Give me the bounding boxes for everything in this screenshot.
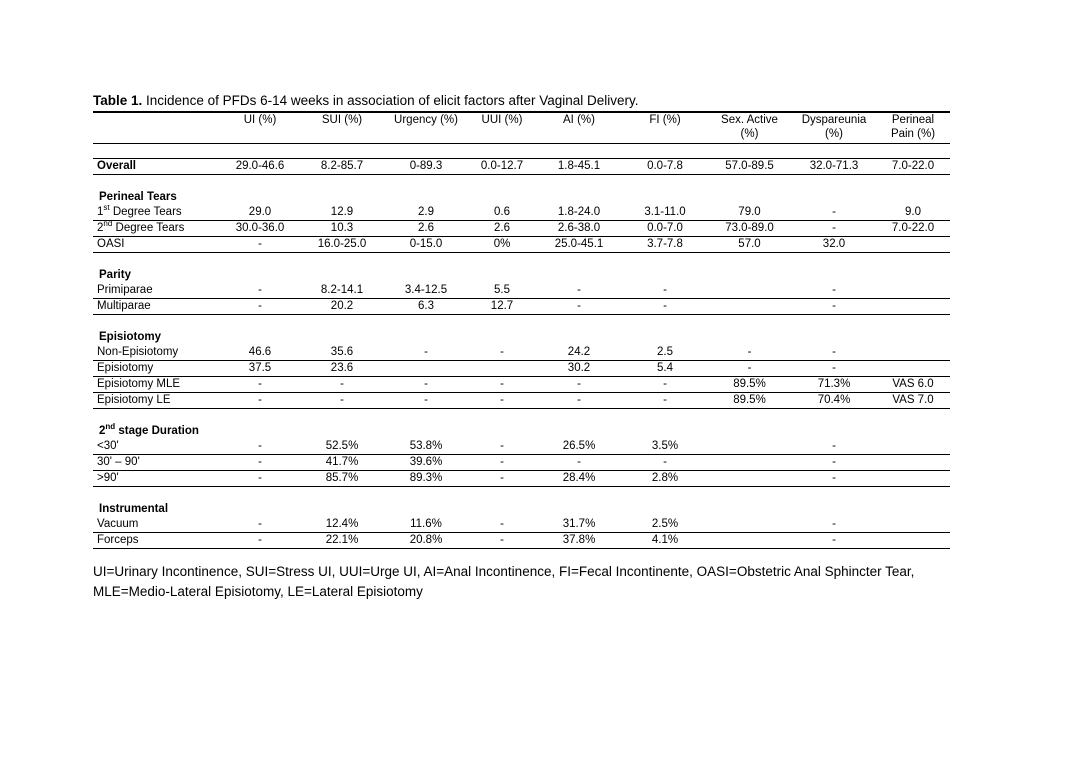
- table-cell: 0.0-7.8: [623, 159, 707, 175]
- table-cell: [707, 471, 792, 487]
- table-cell: -: [219, 283, 301, 299]
- table-cell: -: [535, 455, 623, 471]
- table-cell: -: [623, 393, 707, 409]
- table-cell: -: [792, 345, 876, 361]
- row-label: <30': [93, 439, 219, 455]
- table-row: [93, 471, 950, 487]
- table-cell: [707, 439, 792, 455]
- section-header: [93, 267, 950, 283]
- column-header: AI (%): [563, 114, 595, 126]
- section-header: [93, 423, 950, 439]
- table-cell: -: [623, 377, 707, 393]
- spacer-row: [93, 175, 950, 190]
- table-cell: 41.7%: [301, 455, 383, 471]
- table-cell: -: [792, 439, 876, 455]
- spacer-row: [93, 253, 950, 268]
- table-cell: 2.6-38.0: [535, 221, 623, 237]
- table-cell: -: [301, 377, 383, 393]
- table-cell: 6.3: [383, 299, 469, 315]
- table-cell: -: [219, 237, 301, 253]
- table-cell: 2.6: [469, 221, 535, 237]
- table-cell: -: [792, 517, 876, 533]
- table-cell: -: [792, 533, 876, 549]
- section-title: Parity: [99, 268, 131, 281]
- table-cell: 0-89.3: [383, 159, 469, 175]
- table-cell: [707, 455, 792, 471]
- spacer-row: [93, 487, 950, 502]
- table-cell: -: [219, 299, 301, 315]
- table-cell: 8.2-14.1: [301, 283, 383, 299]
- table-cell: [876, 471, 950, 487]
- table-cell: [707, 517, 792, 533]
- table-caption: [93, 93, 639, 108]
- table-row: [93, 517, 950, 533]
- table-cell: -: [535, 299, 623, 315]
- row-label: 30' – 90': [93, 455, 219, 471]
- table-cell: -: [469, 393, 535, 409]
- table-cell: 3.7-7.8: [623, 237, 707, 253]
- table-cell: 3.1-11.0: [623, 205, 707, 221]
- table-cell: -: [301, 393, 383, 409]
- table-caption-text: Incidence of PFDs 6-14 weeks in association of elicit factors after Vaginal Delivery.: [142, 93, 639, 108]
- table-cell: -: [792, 471, 876, 487]
- table-cell: -: [469, 377, 535, 393]
- table-cell: -: [623, 299, 707, 315]
- table-cell: 32.0-71.3: [792, 159, 876, 175]
- table-cell: [876, 237, 950, 253]
- table-cell: -: [219, 517, 301, 533]
- table-row: [93, 237, 950, 253]
- table-cell: 29.0-46.6: [219, 159, 301, 175]
- table-cell: -: [792, 205, 876, 221]
- column-header: UI (%): [243, 114, 277, 126]
- table-cell: [707, 533, 792, 549]
- spacer-row: [93, 409, 950, 424]
- table-cell: 30.0-36.0: [219, 221, 301, 237]
- table-cell: [707, 283, 792, 299]
- table-cell: -: [469, 471, 535, 487]
- column-header: FI (%): [649, 114, 681, 126]
- table-cell: 3.5%: [623, 439, 707, 455]
- table-cell: VAS 7.0: [876, 393, 950, 409]
- table-cell: 30.2: [535, 361, 623, 377]
- table-cell: -: [623, 455, 707, 471]
- row-label: Vacuum: [93, 517, 219, 533]
- table-cell: 37.8%: [535, 533, 623, 549]
- table-caption-label: Table 1.: [93, 93, 143, 108]
- table-cell: [876, 533, 950, 549]
- table-cell: -: [219, 455, 301, 471]
- table-cell: 1.8-24.0: [535, 205, 623, 221]
- header-empty: [93, 112, 219, 144]
- table-cell: [469, 361, 535, 377]
- spacer-row: [93, 315, 950, 330]
- column-header: SUI (%): [321, 114, 363, 126]
- table-cell: -: [383, 377, 469, 393]
- table-cell: -: [623, 283, 707, 299]
- table-cell: [707, 299, 792, 315]
- table-cell: 35.6: [301, 345, 383, 361]
- column-header: Urgency (%): [394, 114, 458, 126]
- column-header: Perineal Pain (%): [890, 114, 936, 140]
- table-cell: 2.5: [623, 345, 707, 361]
- table-cell: 9.0: [876, 205, 950, 221]
- table-cell: -: [469, 439, 535, 455]
- table-cell: [876, 361, 950, 377]
- table-body: [93, 144, 950, 549]
- column-header: Sex. Active (%): [721, 114, 778, 140]
- table-cell: 57.0: [707, 237, 792, 253]
- table-cell: 2.5%: [623, 517, 707, 533]
- table-cell: 89.3%: [383, 471, 469, 487]
- table-cell: 2.9: [383, 205, 469, 221]
- column-header: UUI (%): [481, 114, 523, 126]
- overall-row: [93, 159, 950, 175]
- table-cell: 28.4%: [535, 471, 623, 487]
- table-cell: 20.8%: [383, 533, 469, 549]
- table-cell: [876, 299, 950, 315]
- table-cell: 89.5%: [707, 377, 792, 393]
- section-header: [93, 189, 950, 205]
- table-cell: 85.7%: [301, 471, 383, 487]
- table-cell: 12.4%: [301, 517, 383, 533]
- table-row: [93, 283, 950, 299]
- table-cell: 5.4: [623, 361, 707, 377]
- table-cell: 4.1%: [623, 533, 707, 549]
- table-cell: -: [792, 455, 876, 471]
- table-cell: 0.0-12.7: [469, 159, 535, 175]
- table-cell: 7.0-22.0: [876, 159, 950, 175]
- table-cell: -: [792, 299, 876, 315]
- table-row: [93, 221, 950, 237]
- table-cell: 0%: [469, 237, 535, 253]
- table-cell: [876, 455, 950, 471]
- table-cell: [876, 439, 950, 455]
- table-row: [93, 377, 950, 393]
- section-title: Episiotomy: [99, 330, 161, 343]
- row-label: Episiotomy: [93, 361, 219, 377]
- table-cell: 70.4%: [792, 393, 876, 409]
- row-label: Episiotomy LE: [93, 393, 219, 409]
- table-cell: 1.8-45.1: [535, 159, 623, 175]
- table-cell: -: [535, 393, 623, 409]
- row-label: 1st Degree Tears: [93, 205, 219, 221]
- table-cell: 89.5%: [707, 393, 792, 409]
- table-cell: 52.5%: [301, 439, 383, 455]
- row-label: Multiparae: [93, 299, 219, 315]
- spacer-row: [93, 144, 950, 159]
- row-label: Non-Episiotomy: [93, 345, 219, 361]
- row-label: Overall: [93, 159, 219, 175]
- table-cell: -: [219, 471, 301, 487]
- table-cell: 20.2: [301, 299, 383, 315]
- table-cell: -: [792, 283, 876, 299]
- table-cell: -: [707, 345, 792, 361]
- table-row: [93, 205, 950, 221]
- data-table: [93, 111, 950, 549]
- table-cell: 37.5: [219, 361, 301, 377]
- table-cell: 57.0-89.5: [707, 159, 792, 175]
- table-cell: 29.0: [219, 205, 301, 221]
- table-cell: -: [469, 455, 535, 471]
- table-cell: 73.0-89.0: [707, 221, 792, 237]
- table-cell: [876, 517, 950, 533]
- footnote-line-2: MLE=Medio-Lateral Episiotomy, LE=Lateral Episiotomy: [93, 584, 423, 599]
- section-title: Instrumental: [99, 502, 169, 515]
- column-header: Dyspareunia (%): [801, 114, 867, 140]
- table-footnote: [93, 562, 993, 602]
- table-cell: 12.7: [469, 299, 535, 315]
- table-row: [93, 361, 950, 377]
- table-cell: 0.6: [469, 205, 535, 221]
- table-cell: -: [219, 533, 301, 549]
- table-cell: -: [535, 377, 623, 393]
- table-row: [93, 393, 950, 409]
- section-header: [93, 501, 950, 517]
- table-row: [93, 533, 950, 549]
- table-cell: 31.7%: [535, 517, 623, 533]
- table-cell: 2.6: [383, 221, 469, 237]
- table-cell: 3.4-12.5: [383, 283, 469, 299]
- header-row: [93, 112, 950, 144]
- table-row: [93, 439, 950, 455]
- table-cell: -: [792, 221, 876, 237]
- section-title: Perineal Tears: [99, 190, 177, 203]
- table-cell: 25.0-45.1: [535, 237, 623, 253]
- table-cell: 79.0: [707, 205, 792, 221]
- table-cell: -: [469, 533, 535, 549]
- row-label: 2nd Degree Tears: [93, 221, 219, 237]
- table-cell: [383, 361, 469, 377]
- table-cell: -: [707, 361, 792, 377]
- table-cell: -: [383, 393, 469, 409]
- table-row: [93, 455, 950, 471]
- table-cell: 16.0-25.0: [301, 237, 383, 253]
- row-label: OASI: [93, 237, 219, 253]
- table-cell: 10.3: [301, 221, 383, 237]
- row-label: Forceps: [93, 533, 219, 549]
- table-row: [93, 345, 950, 361]
- table-cell: -: [219, 377, 301, 393]
- table-cell: 11.6%: [383, 517, 469, 533]
- row-label: >90': [93, 471, 219, 487]
- table-cell: -: [792, 361, 876, 377]
- table-cell: [876, 345, 950, 361]
- table-cell: -: [469, 345, 535, 361]
- table-cell: 8.2-85.7: [301, 159, 383, 175]
- row-label: Primiparae: [93, 283, 219, 299]
- table-cell: 71.3%: [792, 377, 876, 393]
- table-cell: 0-15.0: [383, 237, 469, 253]
- table-cell: 24.2: [535, 345, 623, 361]
- table-row: [93, 299, 950, 315]
- table-cell: -: [219, 393, 301, 409]
- section-title: 2nd stage Duration: [99, 423, 199, 437]
- table-cell: 46.6: [219, 345, 301, 361]
- table-cell: 12.9: [301, 205, 383, 221]
- table-cell: 26.5%: [535, 439, 623, 455]
- table-cell: 22.1%: [301, 533, 383, 549]
- table-cell: -: [469, 517, 535, 533]
- table-cell: 32.0: [792, 237, 876, 253]
- table-cell: 39.6%: [383, 455, 469, 471]
- table-cell: 7.0-22.0: [876, 221, 950, 237]
- table-cell: -: [383, 345, 469, 361]
- row-label: Episiotomy MLE: [93, 377, 219, 393]
- section-header: [93, 329, 950, 345]
- table-cell: 5.5: [469, 283, 535, 299]
- table-cell: 2.8%: [623, 471, 707, 487]
- table-cell: 23.6: [301, 361, 383, 377]
- table-cell: -: [219, 439, 301, 455]
- footnote-line-1: UI=Urinary Incontinence, SUI=Stress UI, UUI=Urge UI, AI=Anal Incontinence, FI=Fecal Incontinente, OASI=Obstetric Anal Sphincter Tear,: [93, 564, 915, 579]
- table-cell: VAS 6.0: [876, 377, 950, 393]
- table-cell: [876, 283, 950, 299]
- table-cell: 0.0-7.0: [623, 221, 707, 237]
- table-cell: -: [535, 283, 623, 299]
- table-cell: 53.8%: [383, 439, 469, 455]
